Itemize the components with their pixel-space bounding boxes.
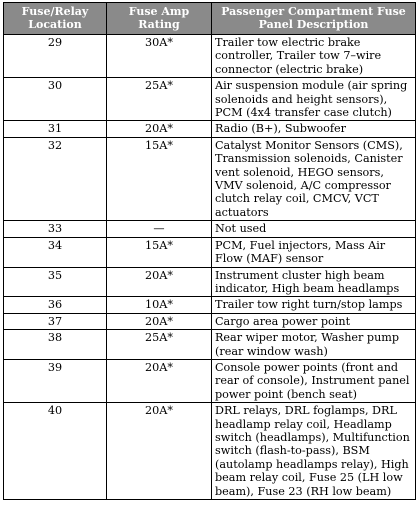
table-row	[4, 359, 416, 402]
table-row	[4, 330, 416, 360]
fuse-description-cell: Console power points (front and rear of console), Instrument panel power point (bench seat)	[212, 359, 416, 402]
fuse-location-cell: 30	[4, 78, 107, 121]
table-row	[4, 267, 416, 297]
fuse-location-cell: 33	[4, 221, 107, 237]
fuse-rating-cell: 15A*	[107, 237, 212, 267]
table-body	[4, 35, 416, 500]
header-rating: Fuse Amp Rating	[107, 3, 212, 35]
fuse-rating-cell: 30A*	[107, 35, 212, 78]
fuse-location-cell: 36	[4, 297, 107, 313]
fuse-rating-cell: 15A*	[107, 137, 212, 220]
fuse-rating-cell: 20A*	[107, 121, 212, 137]
fuse-rating-cell: —	[107, 221, 212, 237]
fuse-location-cell: 39	[4, 359, 107, 402]
fuse-rating-cell: 25A*	[107, 330, 212, 360]
fuse-location-cell: 31	[4, 121, 107, 137]
table-row	[4, 35, 416, 78]
fuse-description-cell: PCM, Fuel injectors, Mass Air Flow (MAF) sensor	[212, 237, 416, 267]
fuse-description-cell: Rear wiper motor, Washer pump (rear window wash)	[212, 330, 416, 360]
fuse-panel-table	[3, 2, 416, 500]
table-row	[4, 403, 416, 500]
fuse-location-cell: 32	[4, 137, 107, 220]
fuse-description-cell: Cargo area power point	[212, 313, 416, 329]
fuse-location-cell: 37	[4, 313, 107, 329]
fuse-description-cell: Trailer tow right turn/stop lamps	[212, 297, 416, 313]
fuse-location-cell: 40	[4, 403, 107, 500]
fuse-description-cell: Catalyst Monitor Sensors (CMS), Transmission solenoids, Canister vent solenoid, HEGO sensors, VMV solenoid, A/C compressor clutch relay coil, CMCV, VCT actuators	[212, 137, 416, 220]
table-row	[4, 221, 416, 237]
fuse-location-cell: 29	[4, 35, 107, 78]
fuse-rating-cell: 10A*	[107, 297, 212, 313]
header-row	[4, 3, 416, 35]
table-row	[4, 78, 416, 121]
fuse-description-cell: DRL relays, DRL foglamps, DRL headlamp relay coil, Headlamp switch (headlamps), Multifunction switch (flash-to-pass), BSM (autolamp headlamps relay), High beam relay coil, Fuse 25 (LH low beam), Fuse 23 (RH low beam)	[212, 403, 416, 500]
fuse-location-cell: 38	[4, 330, 107, 360]
table-row	[4, 237, 416, 267]
fuse-description-cell: Radio (B+), Subwoofer	[212, 121, 416, 137]
fuse-rating-cell: 20A*	[107, 267, 212, 297]
table-header	[4, 3, 416, 35]
fuse-location-cell: 34	[4, 237, 107, 267]
table-row	[4, 313, 416, 329]
fuse-description-cell: Trailer tow electric brake controller, Trailer tow 7–wire connector (electric brake)	[212, 35, 416, 78]
fuse-description-cell: Instrument cluster high beam indicator, High beam headlamps	[212, 267, 416, 297]
fuse-description-cell: Not used	[212, 221, 416, 237]
table-row	[4, 121, 416, 137]
table-row	[4, 137, 416, 220]
fuse-rating-cell: 20A*	[107, 359, 212, 402]
fuse-rating-cell: 20A*	[107, 403, 212, 500]
header-description: Passenger Compartment Fuse Panel Description	[212, 3, 416, 35]
header-location: Fuse/Relay Location	[4, 3, 107, 35]
table-row	[4, 297, 416, 313]
fuse-rating-cell: 20A*	[107, 313, 212, 329]
fuse-rating-cell: 25A*	[107, 78, 212, 121]
fuse-description-cell: Air suspension module (air spring solenoids and height sensors), PCM (4x4 transfer case clutch)	[212, 78, 416, 121]
fuse-location-cell: 35	[4, 267, 107, 297]
